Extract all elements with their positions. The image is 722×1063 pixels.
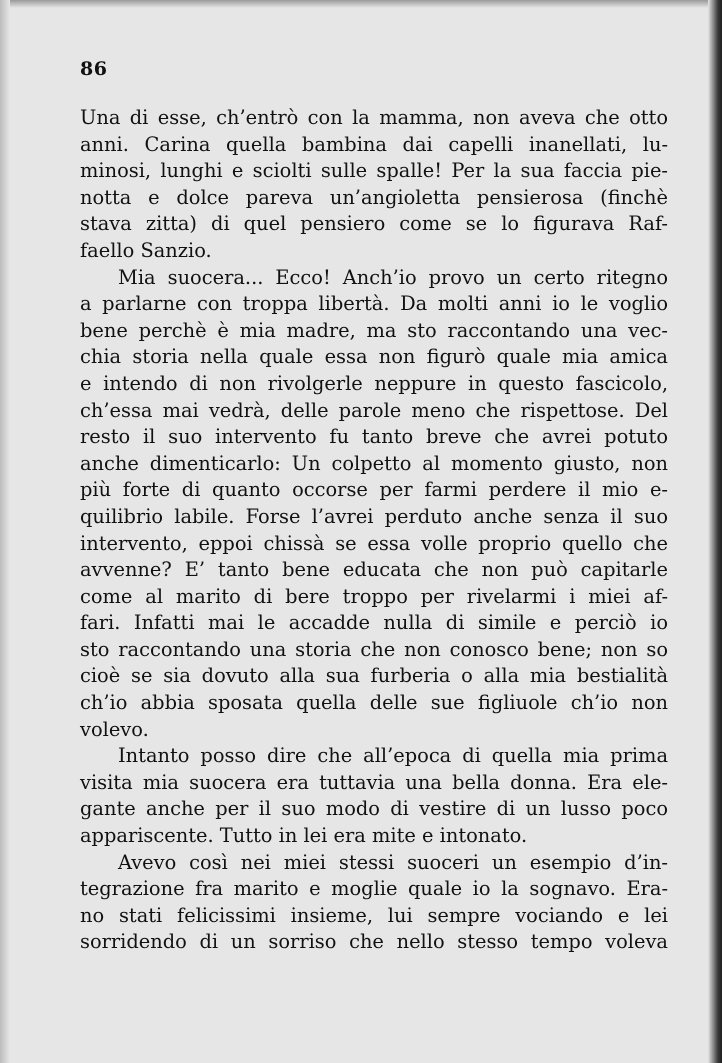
text-line: a parlarne con troppa libertà. Da molti anni io le voglio (80, 292, 668, 316)
text-line: ch’io abbia sposata quella delle sue figliuole ch’io non (80, 691, 668, 715)
text-line: fari. Infatti mai le accadde nulla di simile e perciò io (80, 611, 668, 635)
text-line: gante anche per il suo modo di vestire di un lusso poco (80, 797, 668, 821)
text-line: e intendo di non rivolgerle neppure in questo fascicolo, (80, 371, 668, 395)
text-line: quilibrio labile. Forse l’avrei perduto anche senza il suo (80, 504, 668, 528)
text-line: anche dimenticarlo: Un colpetto al momento giusto, non (80, 451, 668, 475)
text-line: Mia suocera... Ecco! Anch’io provo un certo ritegno (118, 265, 668, 289)
text-line: no stati felicissimi insieme, lui sempre vociando e lei (80, 903, 668, 927)
text-line: resto il suo intervento fu tanto breve che avrei potuto (80, 425, 668, 449)
text-line: stava zitta) di quel pensiero come se lo figurava Raf- (80, 212, 668, 236)
text-line: avvenne? E’ tanto bene educata che non può capitarle (80, 558, 668, 582)
page-right-edge-shadow (708, 0, 722, 1063)
text-line: Intanto posso dire che all’epoca di quella mia prima (118, 744, 668, 768)
page-left-edge-shadow (0, 0, 10, 1063)
text-line: intervento, eppoi chissà se essa volle proprio quello che (80, 531, 668, 555)
text-line: visita mia suocera era tuttavia una bella donna. Era ele- (80, 770, 668, 794)
page-top-edge-shadow (0, 0, 722, 8)
text-line: minosi, lunghi e sciolti sulle spalle! Per la sua faccia pie- (80, 159, 668, 183)
text-line: faello Sanzio. (80, 238, 212, 262)
text-line: bene perchè è mia madre, ma sto raccontando una vec- (80, 318, 668, 342)
text-line: cioè se sia dovuto alla sua furberia o alla mia bestialità (80, 664, 668, 688)
text-line: tegrazione fra marito e moglie quale io la sognavo. Era- (80, 877, 668, 901)
text-line: volevo. (80, 717, 149, 741)
text-line: sorridendo di un sorriso che nello stesso tempo voleva (80, 930, 668, 954)
text-line: sto raccontando una storia che non conosco bene; non so (80, 637, 668, 661)
text-line: anni. Carina quella bambina dai capelli inanellati, lu- (80, 132, 668, 156)
text-line: come al marito di bere troppo per rivelarmi i miei af- (80, 584, 668, 608)
text-line: Avevo così nei miei stessi suoceri un esempio d’in- (118, 850, 668, 874)
body-text (80, 105, 668, 956)
text-line: appariscente. Tutto in lei era mite e intonato. (80, 824, 528, 848)
text-line: notta e dolce pareva un’angioletta pensierosa (finchè (80, 185, 668, 209)
text-line: ch’essa mai vedrà, delle parole meno che rispettose. Del (80, 398, 668, 422)
text-line: chia storia nella quale essa non figurò quale mia amica (80, 345, 668, 369)
page-number: 86 (80, 58, 108, 80)
text-line: più forte di quanto occorse per farmi perdere il mio e- (80, 478, 668, 502)
text-line: Una di esse, ch’entrò con la mamma, non aveva che otto (80, 106, 668, 129)
